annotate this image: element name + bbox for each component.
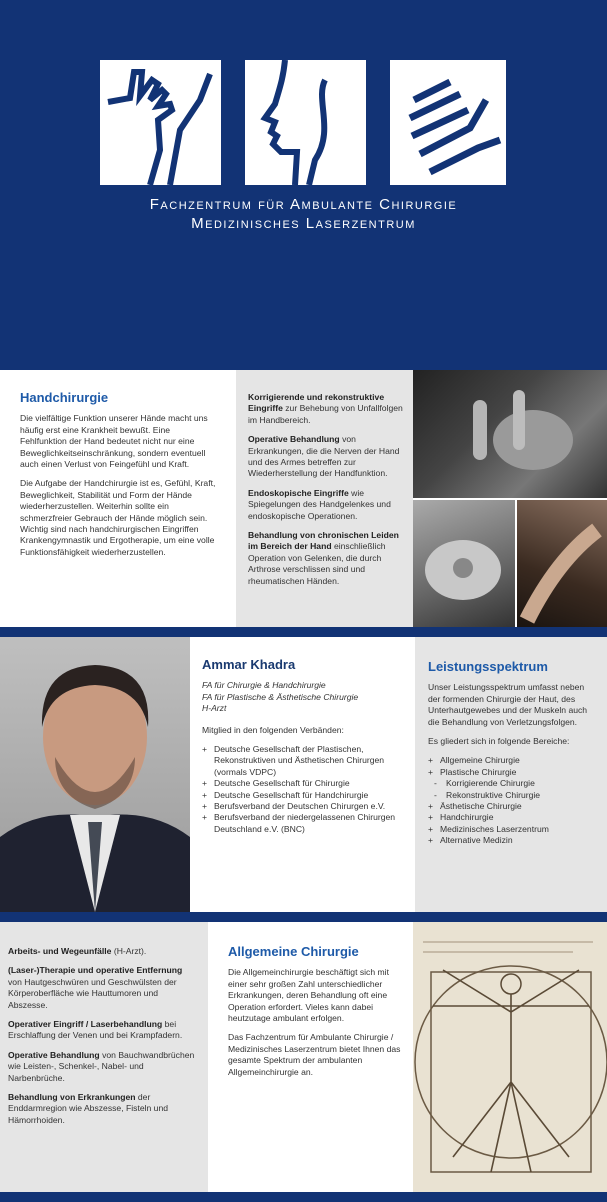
doctor-name: Ammar Khadra — [202, 657, 296, 672]
hand-item: Behandlung von chronischen Leiden im Bereich der Hand einschließlich Operation von Gelenken, die durch Arthrose verschlissen sind und rheumatischen Händen. — [248, 530, 399, 586]
membership-item: + Deutsche Gesellschaft der Plastischen, Rekonstruktiven und Ästhetischen Chirurgen (vormals VDPC) — [202, 744, 407, 778]
general-item: (Laser-)Therapie und operative Entfernung von Hautgeschwüren und Geschwülsten der Körperoberfläche wie Hauttumoren und Abszesse. — [8, 965, 183, 1010]
doctor-title: FA für Plastische & Ästhetische Chirurgie — [202, 691, 359, 702]
services-subitem: - Korrigierende Chirurgie — [434, 778, 595, 789]
doctor-section — [0, 637, 607, 912]
general-intro — [228, 946, 404, 1086]
doctor-title: FA für Chirurgie & Handchirurgie — [202, 680, 326, 691]
services-item: + Handchirurgie — [428, 812, 595, 823]
membership-intro: Mitglied in den folgenden Verbänden: — [202, 724, 344, 735]
services-subitem: - Rekonstruktive Chirurgie — [434, 790, 595, 801]
doctor-title: H-Arzt — [202, 703, 227, 714]
hand-icon — [100, 60, 221, 185]
general-paragraph-1: Die Allgemeinchirurgie beschäftigt sich mit einer sehr großen Zahl unterschiedlicher Erkrankungen, deren Behandlung oft eine Operation erfordert. Vieles kann dabei heutzutage ambulant erfolgen. — [228, 967, 389, 1024]
hand-paragraph-2: Die Aufgabe der Handchirurgie ist es, Gefühl, Kraft, Beweglichkeit, Stabilität und Form der Hände wiederherzustellen. Weiterhin sollte ein schmerzfreier Gebrauch der Hände möglich sein. Wichtig sind nach handchirurgischen Eingriffen Krankengymnastik und Ergotherapie, um eine volle Funktionsfähigkeit wiederherzustellen. — [20, 478, 216, 557]
hand-services-panel — [236, 370, 413, 627]
hand-paragraph-1: Die vielfältige Funktion unserer Hände macht uns häufig erst eine Krankheit bewußt. Eine Fehlfunktion der Hand bedeutet nicht nur eine Beweglichkeitseinschränkung, sondern eventuell auch einen Verlust von Feingefühl und Kraft. — [20, 413, 208, 470]
services-title: Leistungsspektrum — [428, 659, 548, 674]
services-item: + Medizinisches Laserzentrum — [428, 824, 595, 835]
membership-item: + Berufsverband der niedergelassenen Chirurgen Deutschland e.V. (BNC) — [202, 812, 407, 835]
general-section — [0, 922, 607, 1192]
doctor-portrait — [0, 637, 190, 912]
general-lead: Arbeits- und Wegeunfälle (H-Arzt). — [8, 946, 147, 956]
services-item: + Ästhetische Chirurgie — [428, 801, 595, 812]
membership-list — [202, 744, 407, 835]
services-item: + Plastische Chirurgie — [428, 767, 595, 778]
general-services-panel — [0, 922, 208, 1192]
general-item: Operativer Eingriff / Laserbehandlung bei Erschlaffung der Venen und bei Krampfadern. — [8, 1019, 183, 1041]
services-panel — [415, 637, 607, 912]
hands-photo-bottom-left — [413, 500, 515, 627]
doctor-info — [202, 659, 407, 835]
services-intro: Unser Leistungsspektrum umfasst neben der formenden Chirurgie der Haut, des Unterhautgewebes und der Muskeln auch die Behandlung von Verletzungsfolgen. — [428, 682, 588, 727]
services-list-more — [428, 801, 595, 847]
services-item: + Allgemeine Chirurgie — [428, 755, 595, 766]
hand-item: Endoskopische Eingriffe wie Spiegelungen des Handgelenkes und endoskopische Operationen. — [248, 487, 391, 521]
services-sublist — [428, 778, 595, 801]
header-line-1: Fachzentrum für Ambulante Chirurgie — [149, 196, 458, 213]
membership-item: + Berufsverband der Deutschen Chirurgen e.V. — [202, 801, 407, 812]
general-item: Operative Behandlung von Bauchwandbrüchen wie Leisten-, Schenkel-, Nabel- und Narbenbrüche. — [8, 1049, 195, 1083]
hand-item: Korrigierende und rekonstruktive Eingriffe zur Behebung von Unfallfolgen im Handbereich. — [248, 392, 403, 425]
face-profile-icon — [245, 60, 366, 185]
general-item: Behandlung von Erkrankungen der Enddarmregion wie Abszesse, Fisteln und Hämorrhoiden. — [8, 1092, 169, 1125]
services-item: + Alternative Medizin — [428, 835, 595, 846]
header-line-2: Medizinisches Laserzentrum — [191, 215, 416, 232]
general-title: Allgemeine Chirurgie — [228, 944, 359, 959]
general-paragraph-2: Das Fachzentrum für Ambulante Chirurgie / Medizinisches Laserzentrum bietet Ihnen das gesamte Spektrum der ambulanten Allgemeinchirurgie an. — [228, 1032, 401, 1077]
header-banner — [0, 0, 607, 362]
logo — [100, 60, 506, 186]
hand-title: Handchirurgie — [20, 390, 109, 405]
membership-item: + Deutsche Gesellschaft für Chirurgie — [202, 778, 407, 789]
membership-item: + Deutsche Gesellschaft für Handchirurgie — [202, 790, 407, 801]
hand-intro — [20, 392, 216, 566]
hand-item: Operative Behandlung von Erkrankungen, die die Nerven der Hand und des Armes betreffen zur Wiederherstellung der Handfunktion. — [248, 434, 400, 479]
hand-wave-icon — [390, 60, 506, 185]
hands-photo-bottom-right — [517, 500, 607, 627]
hands-photo-top — [413, 370, 607, 498]
services-subintro: Es gliedert sich in folgende Bereiche: — [428, 736, 570, 747]
services-list — [428, 755, 595, 778]
vitruvian-man-image — [413, 922, 607, 1192]
hand-section — [0, 370, 607, 627]
